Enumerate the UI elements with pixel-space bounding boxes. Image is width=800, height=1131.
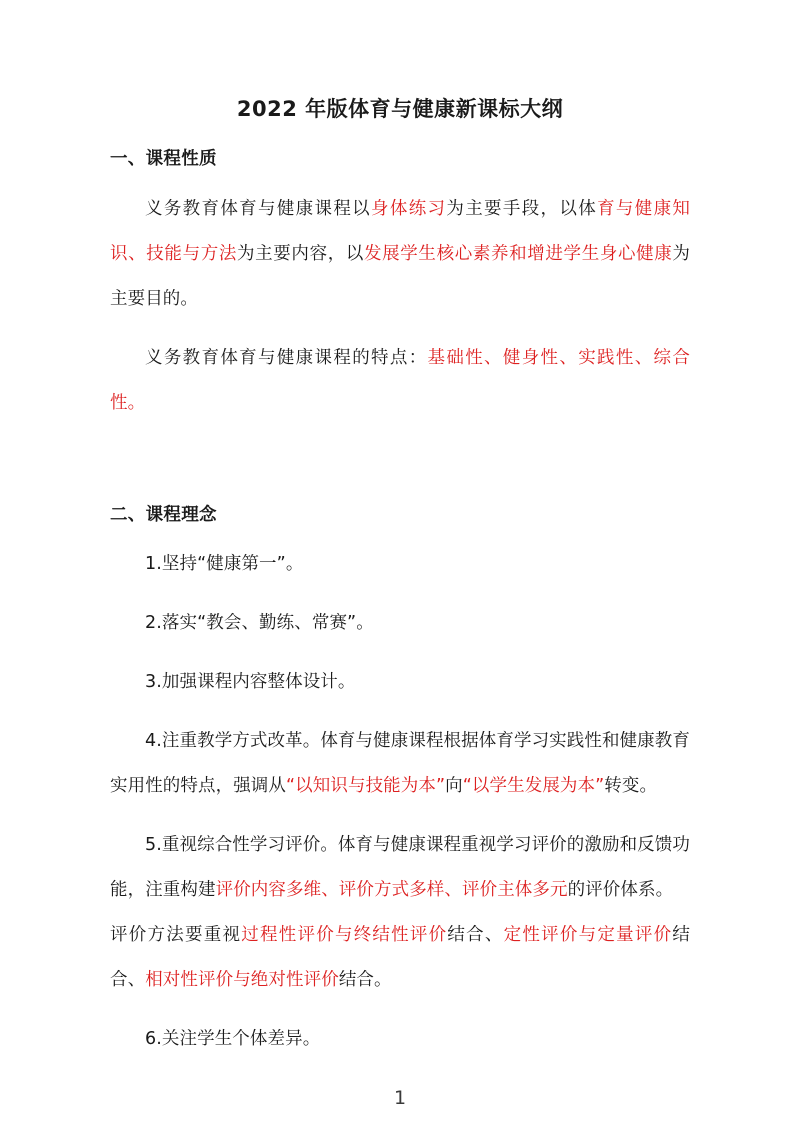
highlighted-text: 相对性评价与绝对性评价 xyxy=(145,969,339,990)
body-text: 6.关注学生个体差异。 xyxy=(145,1028,321,1049)
body-text: 为主要内容，以 xyxy=(237,243,364,264)
body-text: 的评价体系。 xyxy=(567,879,674,900)
body-text: 结合、 xyxy=(447,924,504,945)
paragraph-course-nature-definition xyxy=(110,173,690,322)
paragraph-philosophy-item-4 xyxy=(110,705,690,809)
highlighted-text: 发展学生核心素养和增进学生身心健康 xyxy=(364,243,673,264)
body-text: 结合、 xyxy=(110,924,690,990)
highlighted-text: 身体练习 xyxy=(371,198,447,219)
highlighted-text: 基础性、健身性、实践性、综合性。 xyxy=(110,347,690,413)
body-text: 3.加强课程内容整体设计。 xyxy=(145,671,356,692)
paragraph-philosophy-item-3 xyxy=(110,646,690,705)
body-text: 为主要手段，以体 xyxy=(446,198,598,219)
body-text: 义务教育体育与健康课程的特点： xyxy=(145,347,428,368)
body-text: 评价方法要重视 xyxy=(110,924,242,945)
paragraph-philosophy-item-2 xyxy=(110,587,690,646)
highlighted-text: 评价内容多维、评价方式多样、评价主体多元 xyxy=(215,879,568,900)
highlighted-text: 定性评价与定量评价 xyxy=(503,924,673,945)
body-text: 向 xyxy=(445,775,463,796)
highlighted-text: 育与健康知识、技能与方法 xyxy=(110,198,691,264)
section-heading-course-philosophy: 二、课程理念 xyxy=(110,504,217,525)
section-heading-course-nature: 一、课程性质 xyxy=(110,149,217,170)
body-text: 为主要目的。 xyxy=(110,243,691,309)
highlighted-text: “以知识与技能为本” xyxy=(286,775,446,796)
body-text: 结合。 xyxy=(338,969,392,990)
body-text: 2.落实“教会、勤练、常赛”。 xyxy=(145,612,374,633)
highlighted-text: “以学生发展为本” xyxy=(462,775,605,796)
body-text: 转变。 xyxy=(604,775,658,796)
paragraph-philosophy-item-1 xyxy=(110,528,690,587)
page-title: 2022 年版体育与健康新课标大纲 xyxy=(236,97,564,121)
highlighted-text: 过程性评价与终结性评价 xyxy=(241,924,448,945)
body-text: 4.注重教学方式改革。体育与健康课程根据体育学习实践性和健康教育实用性的特点，强调从 xyxy=(110,730,690,796)
document-body xyxy=(110,0,690,1062)
paragraph-course-nature-features xyxy=(110,322,690,426)
page-number: 1 xyxy=(393,1087,407,1109)
paragraph-philosophy-item-5 xyxy=(110,809,690,913)
body-text: 义务教育体育与健康课程以 xyxy=(145,198,372,219)
paragraph-philosophy-item-6 xyxy=(110,1003,690,1062)
body-text: 1.坚持“健康第一”。 xyxy=(145,553,304,574)
body-text: 5.重视综合性学习评价。体育与健康课程重视学习评价的激励和反馈功能，注重构建 xyxy=(110,834,690,900)
paragraph-evaluation-methods xyxy=(110,913,690,1003)
